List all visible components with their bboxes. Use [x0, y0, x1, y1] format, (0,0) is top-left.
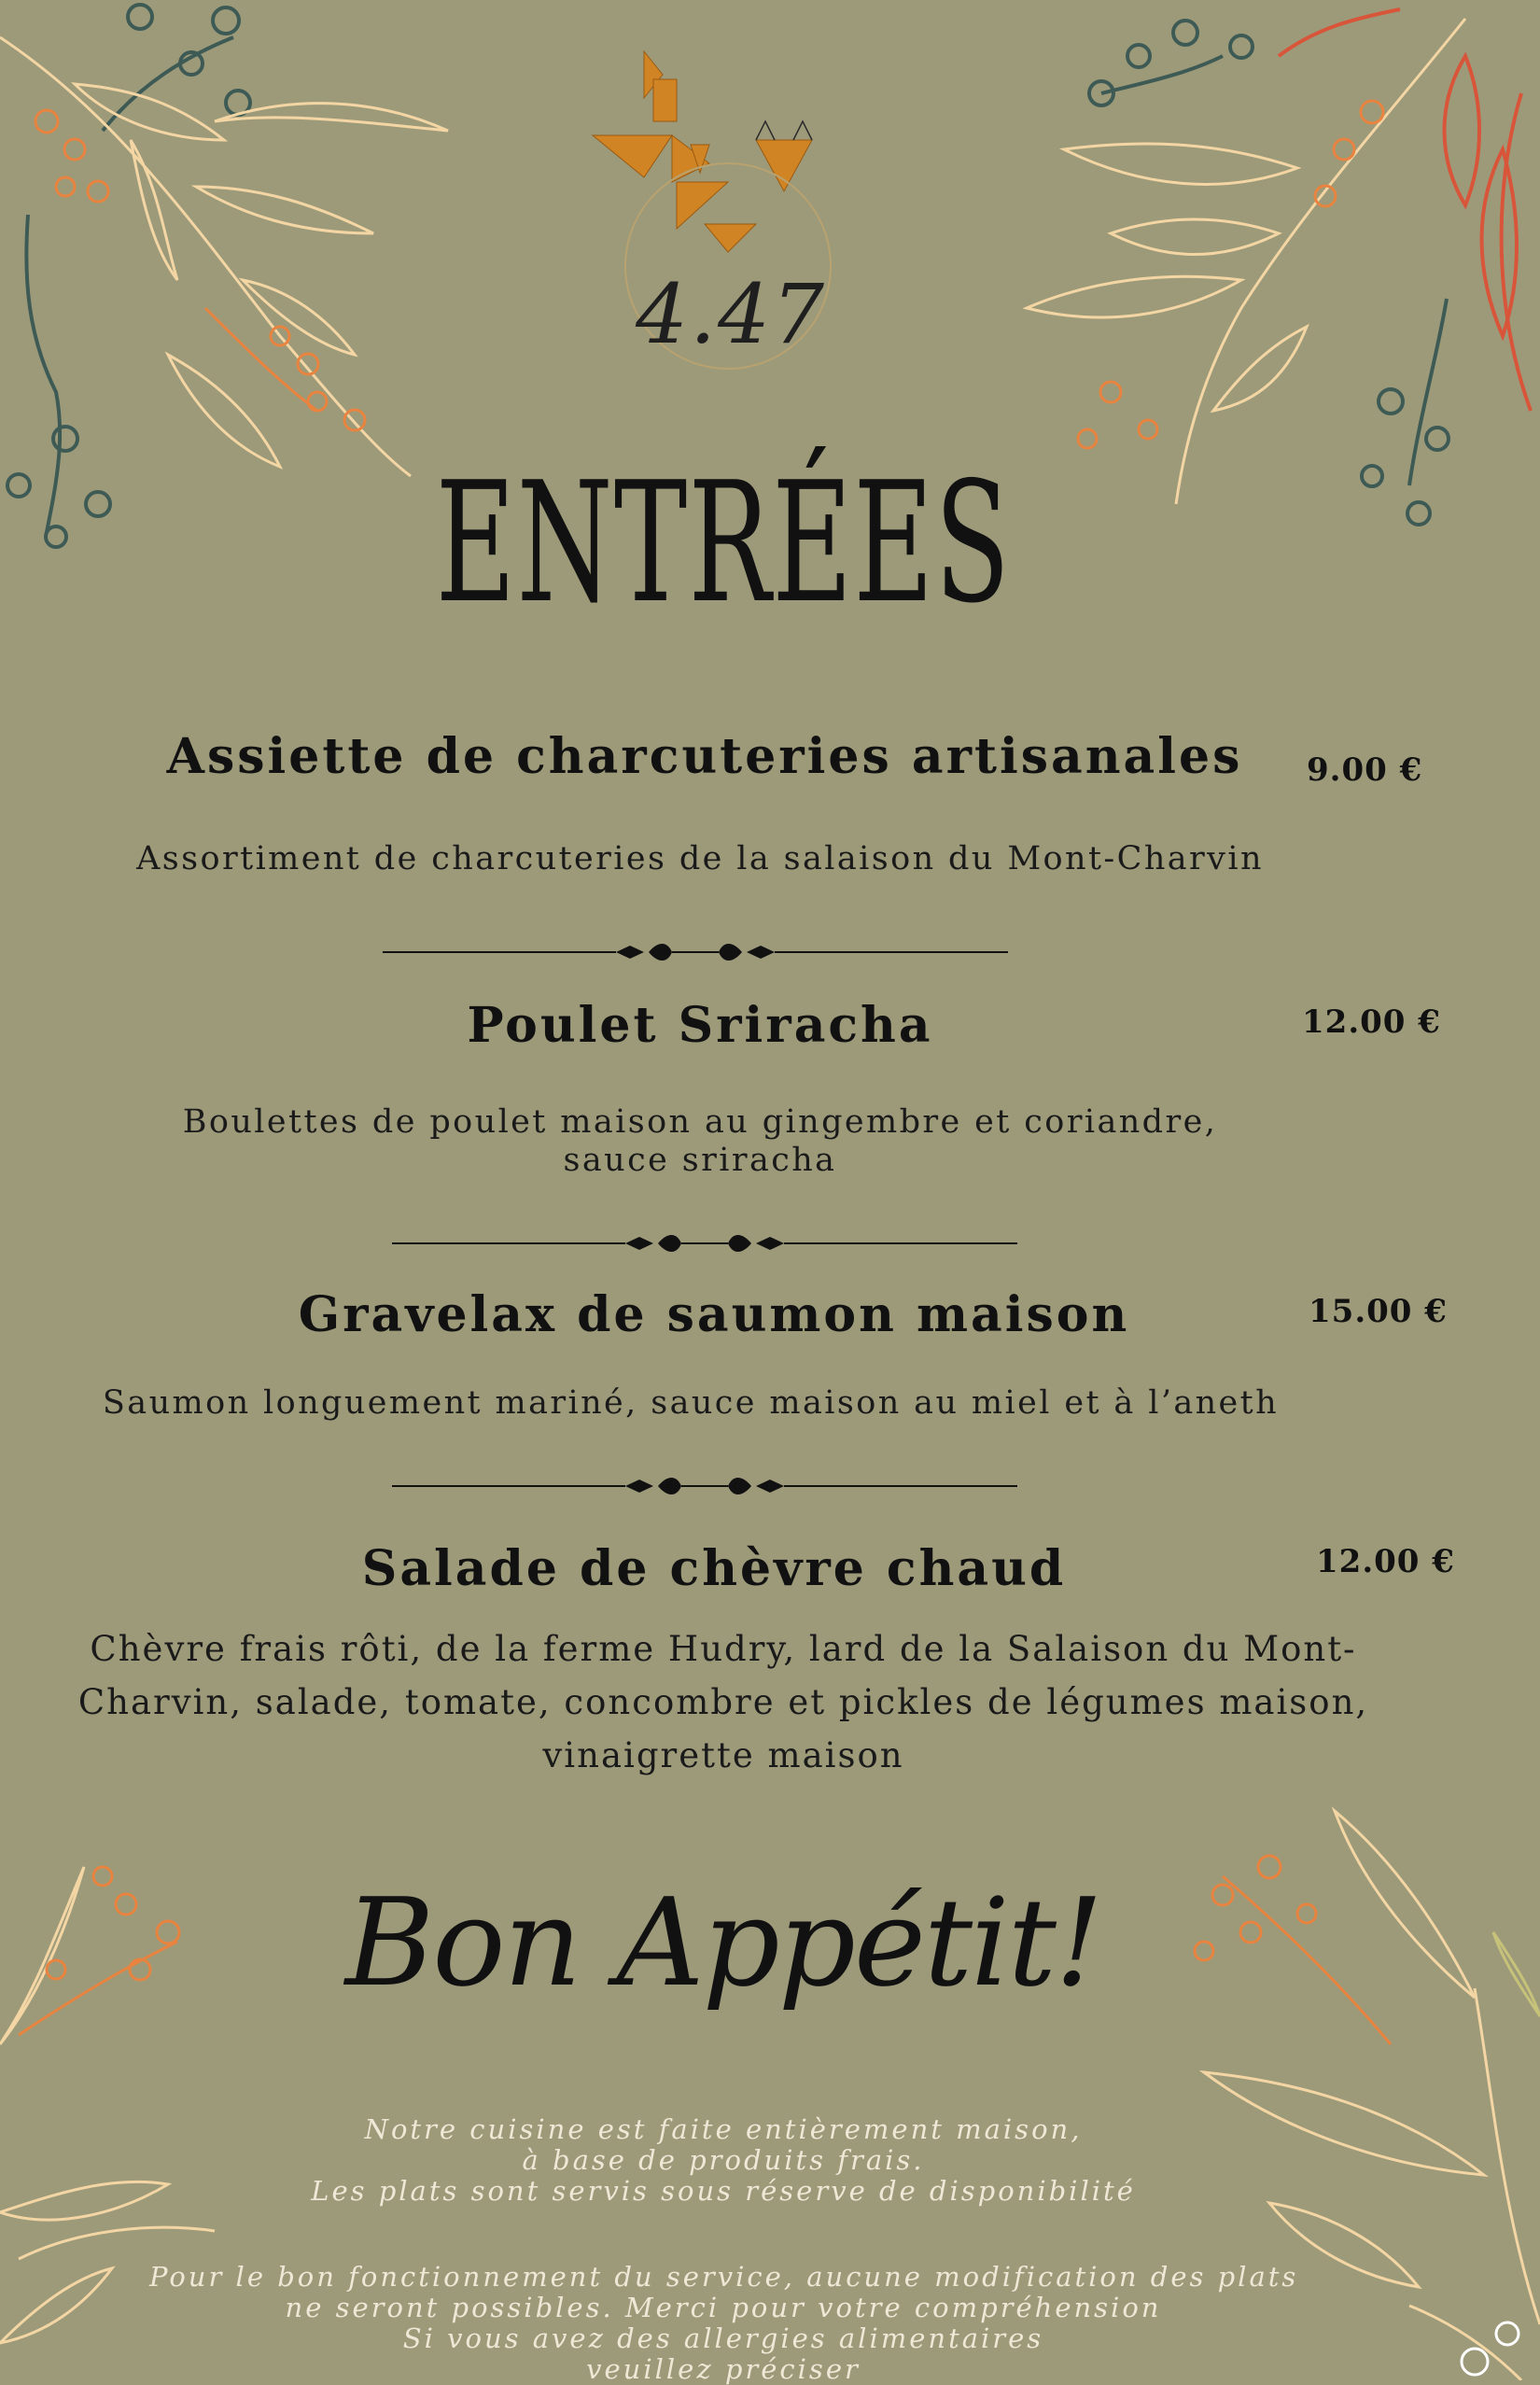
note-line: Notre cuisine est faite entièrement maison,: [364, 2113, 1083, 2145]
item-name: Poulet Sriracha: [467, 997, 933, 1054]
ornament-divider: [392, 1225, 1017, 1262]
item-price: 12.00 €: [1302, 1003, 1441, 1041]
item-description: [0, 1103, 1400, 1180]
note-line: à base de produits frais.: [522, 2144, 925, 2176]
ornament-divider: [392, 1467, 1017, 1505]
item-description-line: sauce sriracha: [563, 1142, 837, 1179]
notes-block-2: [149, 2262, 1297, 2385]
item-description-line: Charvin, salade, tomate, concombre et pickles de légumes maison,: [77, 1682, 1369, 1722]
note-line: Pour le bon fonctionnement du service, aucune modification des plats: [149, 2261, 1299, 2293]
item-name: Gravelax de saumon maison: [298, 1286, 1130, 1343]
note-line: Si vous avez des allergies alimentaires: [402, 2322, 1044, 2354]
item-description-line: vinaigrette maison: [542, 1735, 904, 1775]
item-price: 12.00 €: [1316, 1543, 1455, 1580]
logo-text: 4.47: [636, 266, 826, 362]
ornament-divider: [383, 933, 1008, 971]
item-description-line: Assortiment de charcuteries de la salaison du Mont-Charvin: [136, 840, 1264, 877]
restaurant-logo: [588, 42, 868, 397]
item-name: Assiette de charcuteries artisanales: [166, 728, 1243, 785]
item-name: Salade de chèvre chaud: [361, 1540, 1067, 1597]
item-price: 15.00 €: [1309, 1293, 1448, 1330]
item-description-line: Boulettes de poulet maison au gingembre et coriandre,: [182, 1103, 1218, 1141]
page-title: ENTRÉES: [435, 446, 1012, 639]
note-line: ne seront possibles. Merci pour votre compréhension: [285, 2292, 1162, 2323]
item-price: 9.00 €: [1307, 751, 1423, 789]
notes-block-1: [149, 2114, 1297, 2207]
item-description: [0, 840, 1400, 878]
item-description-line: Chèvre frais rôti, de la ferme Hudry, lard de la Salaison du Mont-: [90, 1629, 1357, 1669]
item-description: [47, 1622, 1400, 1782]
note-line: veuillez préciser: [586, 2353, 861, 2385]
item-description-line: Saumon longuement mariné, sauce maison au miel et à l’aneth: [102, 1384, 1280, 1422]
note-line: Les plats sont servis sous réserve de disponibilité: [311, 2175, 1136, 2207]
closing-message: Bon Appétit!: [344, 1872, 1102, 2013]
item-description: [0, 1384, 1381, 1423]
